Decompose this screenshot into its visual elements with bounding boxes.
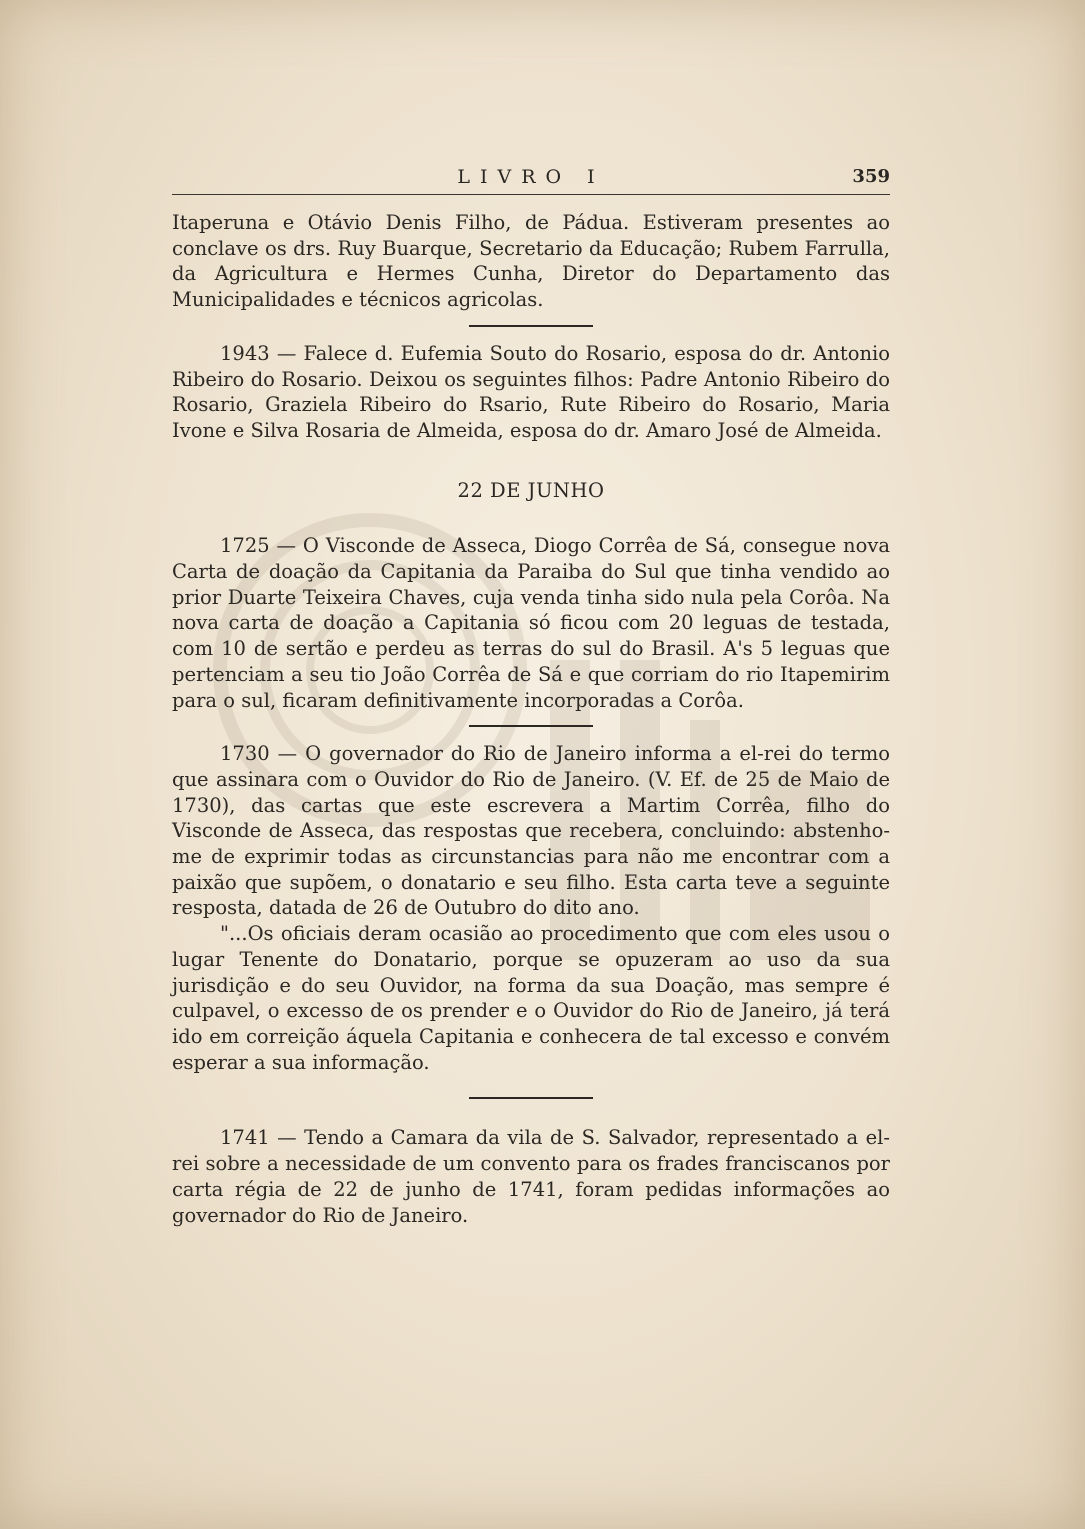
entry-year: 1741 [220, 1126, 270, 1150]
section-rule [469, 325, 593, 327]
entry-continuation [172, 210, 890, 313]
entry-1741 [172, 1125, 890, 1228]
entry-text: — Falece d. Eufemia Souto do Rosario, esposa do dr. Antonio Ribeiro do Rosario. Deixou os seguintes filhos: Padre Antonio Ribeiro do Rosario, Graziela Ribeiro do Rsario, Rute Ribeiro do Rosario, Maria Ivone e Silva Rosaria de Almeida, esposa do dr. Amaro José de Almeida. [172, 341, 890, 442]
entry-text: — Tendo a Camara da vila de S. Salvador, representado a el-rei sobre a necessidade de um convento para os frades franciscanos por carta régia de 22 de junho de 1741, foram pedidas informações ao governador do Rio de Janeiro. [172, 1126, 890, 1227]
entry-year: 1725 [220, 534, 270, 558]
running-title: LIVRO I [457, 166, 605, 188]
entry-1725 [172, 533, 890, 713]
entry-text: — O Visconde de Asseca, Diogo Corrêa de Sá, consegue nova Carta de doação da Capitania da Paraiba do Sul que tinha vendido ao prior Duarte Teixeira Chaves, cuja venda tinha sido nula pela Corôa. Na nova carta de doação a Capitania só ficou com 20 leguas de testada, com 10 de sertão e perdeu as terras do sul do Brasil. A's 5 leguas que pertenciam a seu tio João Corrêa de Sá e que corriam do rio Itapemirim para o sul, ficaram definitivamente incorporadas a Corôa. [172, 534, 890, 712]
date-heading: 22 DE JUNHO [457, 478, 605, 502]
section-rule [469, 1097, 593, 1099]
entry-1943 [172, 341, 890, 444]
page-number: 359 [852, 166, 890, 187]
entry-quote: "...Os oficiais deram ocasião ao procedimento que com eles usou o lugar Tenente do Donatario, porque se opuzeram ao uso da sua jurisdição e do seu Ouvidor, na forma da sua Doação, mas sempre é culpavel, o excesso de os prender e o Ouvidor do Rio de Janeiro, já terá ido em correição áquela Capitania e conhecera de tal excesso e convém esperar a sua informação. [172, 922, 890, 1074]
entry-year: 1943 [220, 341, 270, 365]
page-body [172, 210, 890, 1228]
page-header [172, 164, 890, 195]
entry-text: Itaperuna e Otávio Denis Filho, de Pádua. Estiveram presentes ao conclave os drs. Ruy Buarque, Secretario da Educação; Rubem Farrulla, da Agricultura e Hermes Cunha, Diretor do Departamento das Municipalidades e técnicos agricolas. [172, 211, 890, 312]
entry-text: — O governador do Rio de Janeiro informa a el-rei do termo que assinara com o Ouvidor do Rio de Janeiro. (V. Ef. de 25 de Maio de 1730), das cartas que este escrevera a Martim Corrêa, filho do Visconde de Asseca, das respostas que recebera, concluindo: abstenho-me de exprimir todas as circunstancias para não me encontrar com a paixão que supõem, o donatario e seu filho. Esta carta teve a seguinte resposta, datada de 26 de Outubro do dito ano. [172, 742, 890, 920]
entry-year: 1730 [220, 742, 270, 766]
section-rule [469, 725, 593, 727]
entry-1730 [172, 741, 890, 921]
